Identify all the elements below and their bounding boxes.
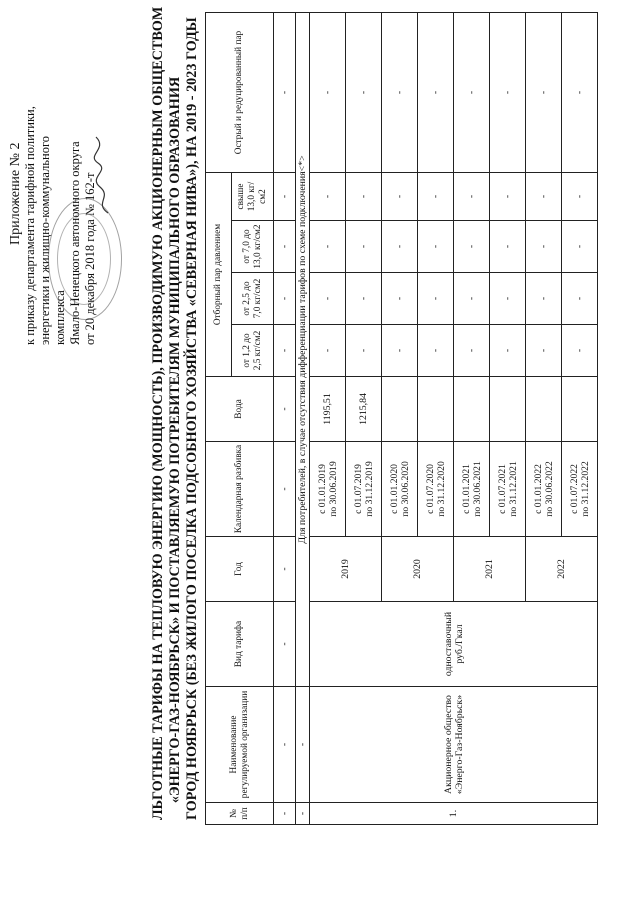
header-calendar: Календарная разбивка	[206, 442, 274, 537]
cell: -	[274, 803, 296, 825]
appendix-line: Ямало-Ненецкого автономного округа	[68, 141, 82, 345]
steam-cell: -	[346, 325, 382, 377]
tariff-table	[205, 12, 598, 825]
period-cell: с 01.07.2019 по 31.12.2019	[346, 442, 382, 537]
header-steam-sub: от 7,0 до 13,0 кг/см2	[232, 221, 274, 273]
steam-cell: -	[418, 273, 454, 325]
period-cell: с 01.07.2022 по 31.12.2022	[562, 442, 598, 537]
cell: -	[274, 273, 296, 325]
table-row	[310, 13, 346, 825]
note-row	[296, 13, 310, 825]
year-cell: 2021	[454, 537, 526, 602]
tariff-type: одноставочный руб./Гкал	[310, 602, 598, 687]
appendix-line: к приказу департамента тарифной политики,	[23, 106, 37, 345]
heading-line: ГОРОД НОЯБРЬСК (БЕЗ ЖИЛОГО ПОСЕЛКА ПОДСОБНОГО ХОЗЯЙСТВА «СЕВЕРНАЯ НИВА»), НА 2019 - 2023 ГОДЫ	[184, 17, 200, 820]
steam-cell: -	[562, 325, 598, 377]
steam-cell: -	[310, 221, 346, 273]
note-text: Для потребителей, в случае отсутствия дифференциации тарифов по схеме подключения<*>	[296, 13, 310, 687]
year-cell: 2020	[382, 537, 454, 602]
cell: -	[274, 442, 296, 537]
note-num: -	[296, 803, 310, 825]
note-dash: -	[296, 687, 310, 803]
steam-cell: -	[526, 325, 562, 377]
steam-cell: -	[490, 173, 526, 221]
water-cell	[490, 377, 526, 442]
steam-cell: -	[346, 221, 382, 273]
header-num: № п/п	[206, 803, 274, 825]
header-org: Наименование регулируемой организации	[206, 687, 274, 803]
cell: -	[274, 537, 296, 602]
sharp-cell: -	[526, 13, 562, 173]
heading-line: «ЭНЕРГО-ГАЗ-НОЯБРЬСК» И ПОСТАВЛЯЕМУЮ ПОТРЕБИТЕЛЯМ МУНИЦИПАЛЬНОГО ОБРАЗОВАНИЯ	[167, 76, 183, 804]
year-cell: 2019	[310, 537, 382, 602]
sharp-cell: -	[310, 13, 346, 173]
steam-cell: -	[382, 325, 418, 377]
period-cell: с 01.07.2020 по 31.12.2020	[418, 442, 454, 537]
cell: -	[274, 13, 296, 173]
cell: -	[274, 377, 296, 442]
header-steam: Отборный пар давлением	[206, 173, 232, 377]
steam-cell: -	[562, 173, 598, 221]
header-tariff-type: Вид тарифа	[206, 602, 274, 687]
steam-cell: -	[562, 273, 598, 325]
signature-mark	[92, 135, 114, 215]
period-cell: с 01.07.2021 по 31.12.2021	[490, 442, 526, 537]
sharp-cell: -	[562, 13, 598, 173]
org-name: Акционерное общество «Энерго-Газ-Ноябрьск»	[310, 687, 598, 803]
period-cell: с 01.01.2021 по 30.06.2021	[454, 442, 490, 537]
steam-cell: -	[454, 221, 490, 273]
water-cell	[382, 377, 418, 442]
steam-cell: -	[346, 273, 382, 325]
header-steam-sub: от 2,5 до 7,0 кг/см2	[232, 273, 274, 325]
steam-cell: -	[490, 273, 526, 325]
sharp-cell: -	[490, 13, 526, 173]
appendix-line: комплекса	[53, 290, 67, 345]
sharp-cell: -	[346, 13, 382, 173]
steam-cell: -	[382, 273, 418, 325]
heading-line: ЛЬГОТНЫЕ ТАРИФЫ НА ТЕПЛОВУЮ ЭНЕРГИЮ (МОЩНОСТЬ), ПРОИЗВОДИМУЮ АКЦИОНЕРНЫМ ОБЩЕСТВОМ	[150, 6, 166, 820]
steam-cell: -	[454, 273, 490, 325]
header-steam-sub: от 1,2 до 2,5 кг/см2	[232, 325, 274, 377]
org-num: 1.	[310, 803, 598, 825]
official-seal-inner	[57, 213, 111, 305]
cell: -	[274, 221, 296, 273]
steam-cell: -	[526, 173, 562, 221]
sharp-cell: -	[418, 13, 454, 173]
steam-cell: -	[490, 325, 526, 377]
steam-cell: -	[526, 221, 562, 273]
steam-cell: -	[418, 325, 454, 377]
header-sharp-steam: Острый и редуцированный пар	[206, 13, 274, 173]
cell: -	[274, 325, 296, 377]
period-cell: с 01.01.2019 по 30.06.2019	[310, 442, 346, 537]
steam-cell: -	[310, 173, 346, 221]
water-cell: 1215,84	[346, 377, 382, 442]
cell: -	[274, 602, 296, 687]
year-cell: 2022	[526, 537, 598, 602]
steam-cell: -	[382, 221, 418, 273]
sharp-cell: -	[382, 13, 418, 173]
water-cell	[418, 377, 454, 442]
placeholder-row	[274, 13, 296, 825]
water-cell: 1195,51	[310, 377, 346, 442]
steam-cell: -	[454, 325, 490, 377]
cell: -	[274, 173, 296, 221]
steam-cell: -	[310, 325, 346, 377]
steam-cell: -	[562, 221, 598, 273]
steam-cell: -	[418, 173, 454, 221]
steam-cell: -	[310, 273, 346, 325]
steam-cell: -	[418, 221, 454, 273]
document-heading	[150, 6, 201, 820]
appendix-line: от 20 декабря 2018 года № 162-т	[83, 172, 97, 345]
header-steam-sub: свыше 13,0 кг/см2	[232, 173, 274, 221]
sharp-cell: -	[454, 13, 490, 173]
steam-cell: -	[526, 273, 562, 325]
appendix-title: Приложение № 2	[8, 142, 23, 245]
steam-cell: -	[490, 221, 526, 273]
water-cell	[562, 377, 598, 442]
period-cell: с 01.01.2022 по 30.06.2022	[526, 442, 562, 537]
water-cell	[454, 377, 490, 442]
period-cell: с 01.01.2020 по 30.06.2020	[382, 442, 418, 537]
header-water: Вода	[206, 377, 274, 442]
header-year: Год	[206, 537, 274, 602]
steam-cell: -	[382, 173, 418, 221]
steam-cell: -	[346, 173, 382, 221]
cell: -	[274, 687, 296, 803]
steam-cell: -	[454, 173, 490, 221]
water-cell	[526, 377, 562, 442]
appendix-line: энергетики и жилищно-коммунального	[38, 135, 52, 345]
